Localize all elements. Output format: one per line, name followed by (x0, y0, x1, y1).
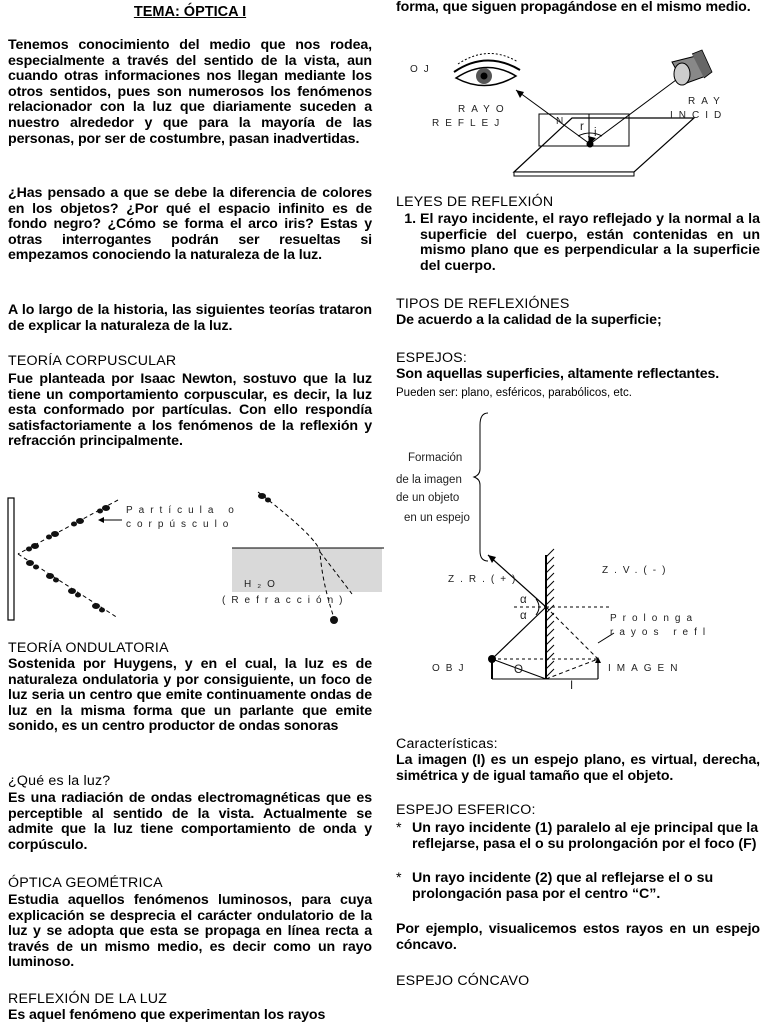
object-label: OBJ (432, 663, 470, 674)
intro-paragraph-3: A lo largo de la historia, las siguientes teorías trataron de explicar la naturaleza de la luz. (8, 302, 372, 334)
characteristics-text: La imagen (I) es un espejo plano, es virtual, derecha, simétrica y de igual tamaño que el objeto. (396, 752, 760, 784)
incident-ray-label-1: RAY (688, 96, 726, 107)
wave-theory-text: Sostenida por Huygens, y en el cual, la luz es de naturaleza ondulatoria y por consiguiente, un foco de luz seria un centro que emite continuamente ondas de luz en la misma forma que un parlante que emite sonido, es un centro productor de ondas sonoras (8, 656, 372, 735)
laws-heading: LEYES DE REFLEXIÓN (396, 194, 554, 210)
intro-paragraph-1: Tenemos conocimiento del medio que nos rodea, especialmente a través del sentido de la vista, aun cuando otras informaciones nos llegan mediante los otros sentidos, pues son numerosos los fenómenos relacionador con la luz que diariamente suceden a nuestro alrededor y que para la mayoría de las personas, por ser de costumbre, pasan inadvertidas. (8, 37, 372, 147)
particle-markers (26, 505, 110, 613)
reflection-types-heading: TIPOS DE REFLEXIÓNES (396, 296, 570, 312)
reflected-ray-label-2: REFLEJ (432, 118, 506, 129)
example-text: Por ejemplo, visualicemos estos rayos en un espejo cóncavo. (396, 921, 760, 953)
reflection-text: Es aquel fenómeno que experimentan los rayos (8, 1007, 326, 1023)
formation-line-3: de un objeto (396, 492, 460, 504)
reflected-ray-label-1: RAYO (458, 104, 510, 115)
reflection-types-text: De acuerdo a la calidad de la superficie; (396, 312, 662, 328)
incident-ray-label-2: INCID (670, 110, 728, 121)
prolongation-label-1: Prolonga (610, 613, 699, 624)
mirrors-heading: ESPEJOS: (396, 350, 467, 366)
reflection-figure (404, 50, 764, 185)
wave-theory-heading: TEORÍA ONDULATORIA (8, 640, 169, 656)
refraction-label: (Refracción) (222, 595, 349, 606)
bullet-1-text: Un rayo incidente (1) paralelo al eje principal que la reflejarse, pasa el o su prolongación por el foco (F) (412, 820, 759, 852)
formation-line-2: de la imagen (396, 474, 462, 486)
characteristics-heading: Características: (396, 736, 498, 752)
eye-icon (454, 53, 520, 85)
particle-label: Partícula o (126, 505, 240, 516)
laws-list (396, 212, 760, 274)
formation-line-4: en un espejo (404, 512, 470, 524)
what-is-light-text: Es una radiación de ondas electromagnéticas que es perceptible al sentido de la vista. Actualmente se admite que la luz tiene comportamiento de onda y corpúsculo. (8, 790, 372, 853)
corpuscular-heading: TEORÍA CORPUSCULAR (8, 353, 177, 369)
page-title: TEMA: ÓPTICA I (133, 4, 247, 20)
flashlight-icon (672, 50, 712, 85)
corpuscular-text: Fue planteada por Isaac Newton, sostuvo que la luz tiene un comportamiento corpuscular, es decir, la luz esta conformado por partículas. Con ello respondía satisfactoriamente a los fenómenos de la reflexión y refracción principalmente. (8, 371, 372, 450)
mirrors-types-note: Pueden ser: plano, esféricos, parabólicos, etc. (396, 387, 632, 399)
prolongation-label-2: rayos refl (610, 627, 712, 638)
geometric-optics-text: Estudia aquellos fenómenos luminosos, para cuya explicación se desprecia el carácter ondulatorio de la luz y se adopta que esta se propaga en línea recta a través de un mismo medio, es decir como un rayo luminoso. (8, 892, 372, 971)
continued-text: forma, que siguen propagándose en el mismo medio. (396, 0, 751, 15)
water-label: H₂O (244, 579, 281, 590)
geometric-optics-heading: ÓPTICA GEOMÉTRICA (8, 875, 163, 891)
real-zone-label: Z.R.(+) (448, 574, 522, 585)
alpha-angle-1: α (520, 594, 527, 606)
corpuscle-label: corpúsculo (126, 519, 235, 530)
virtual-zone-label: Z.V.(-) (602, 565, 672, 576)
normal-label: N (556, 116, 570, 127)
intro-paragraph-2: ¿Has pensado a que se debe la diferencia de colores en los objetos? ¿Por qué el espacio infinito es de fondo negro? ¿Cómo se forma el arco iris? Estas y otras interrogantes podrán ser resueltas si empezamos conociendo la naturaleza de la luz. (8, 185, 372, 264)
reflection-heading: REFLEXIÓN DE LA LUZ (8, 991, 168, 1007)
plane-mirror-figure (396, 405, 764, 690)
mirrors-text: Son aquellas superficies, altamente reflectantes. (396, 366, 720, 382)
corpuscular-figure (0, 490, 390, 625)
incidence-angle-label: i (594, 127, 597, 139)
object-distance-label: O (514, 664, 523, 676)
spherical-mirror-heading: ESPEJO ESFERICO: (396, 802, 536, 818)
law-1: 1. El rayo incidente, el rayo reflejado y la normal a la superficie del cuerpo, están contenidas en un mismo plano que es perpendicular a la superficie del cuerpo. (420, 212, 760, 274)
concave-mirror-heading: ESPEJO CÓNCAVO (396, 973, 530, 989)
bullet-1: * Un rayo incidente (1) paralelo al eje principal que la reflejarse, pasa el o su prolongación por el foco (F) (396, 820, 759, 852)
bullet-2: * Un rayo incidente (2) que al reflejarse el o su prolongación pasa por el centro “C”. (396, 871, 760, 902)
image-distance-label: I (570, 680, 574, 692)
reflection-angle-label: r (580, 121, 584, 133)
bullet-2-text: Un rayo incidente (2) que al reflejarse el o su prolongación pasa por el centro “C”. (412, 870, 714, 902)
eye-label: OJ (410, 64, 435, 75)
what-is-light-heading: ¿Qué es la luz? (8, 773, 111, 789)
image-label: IMAGEN (608, 663, 684, 674)
alpha-angle-2: α (520, 610, 527, 622)
formation-line-1: Formación (408, 452, 463, 464)
